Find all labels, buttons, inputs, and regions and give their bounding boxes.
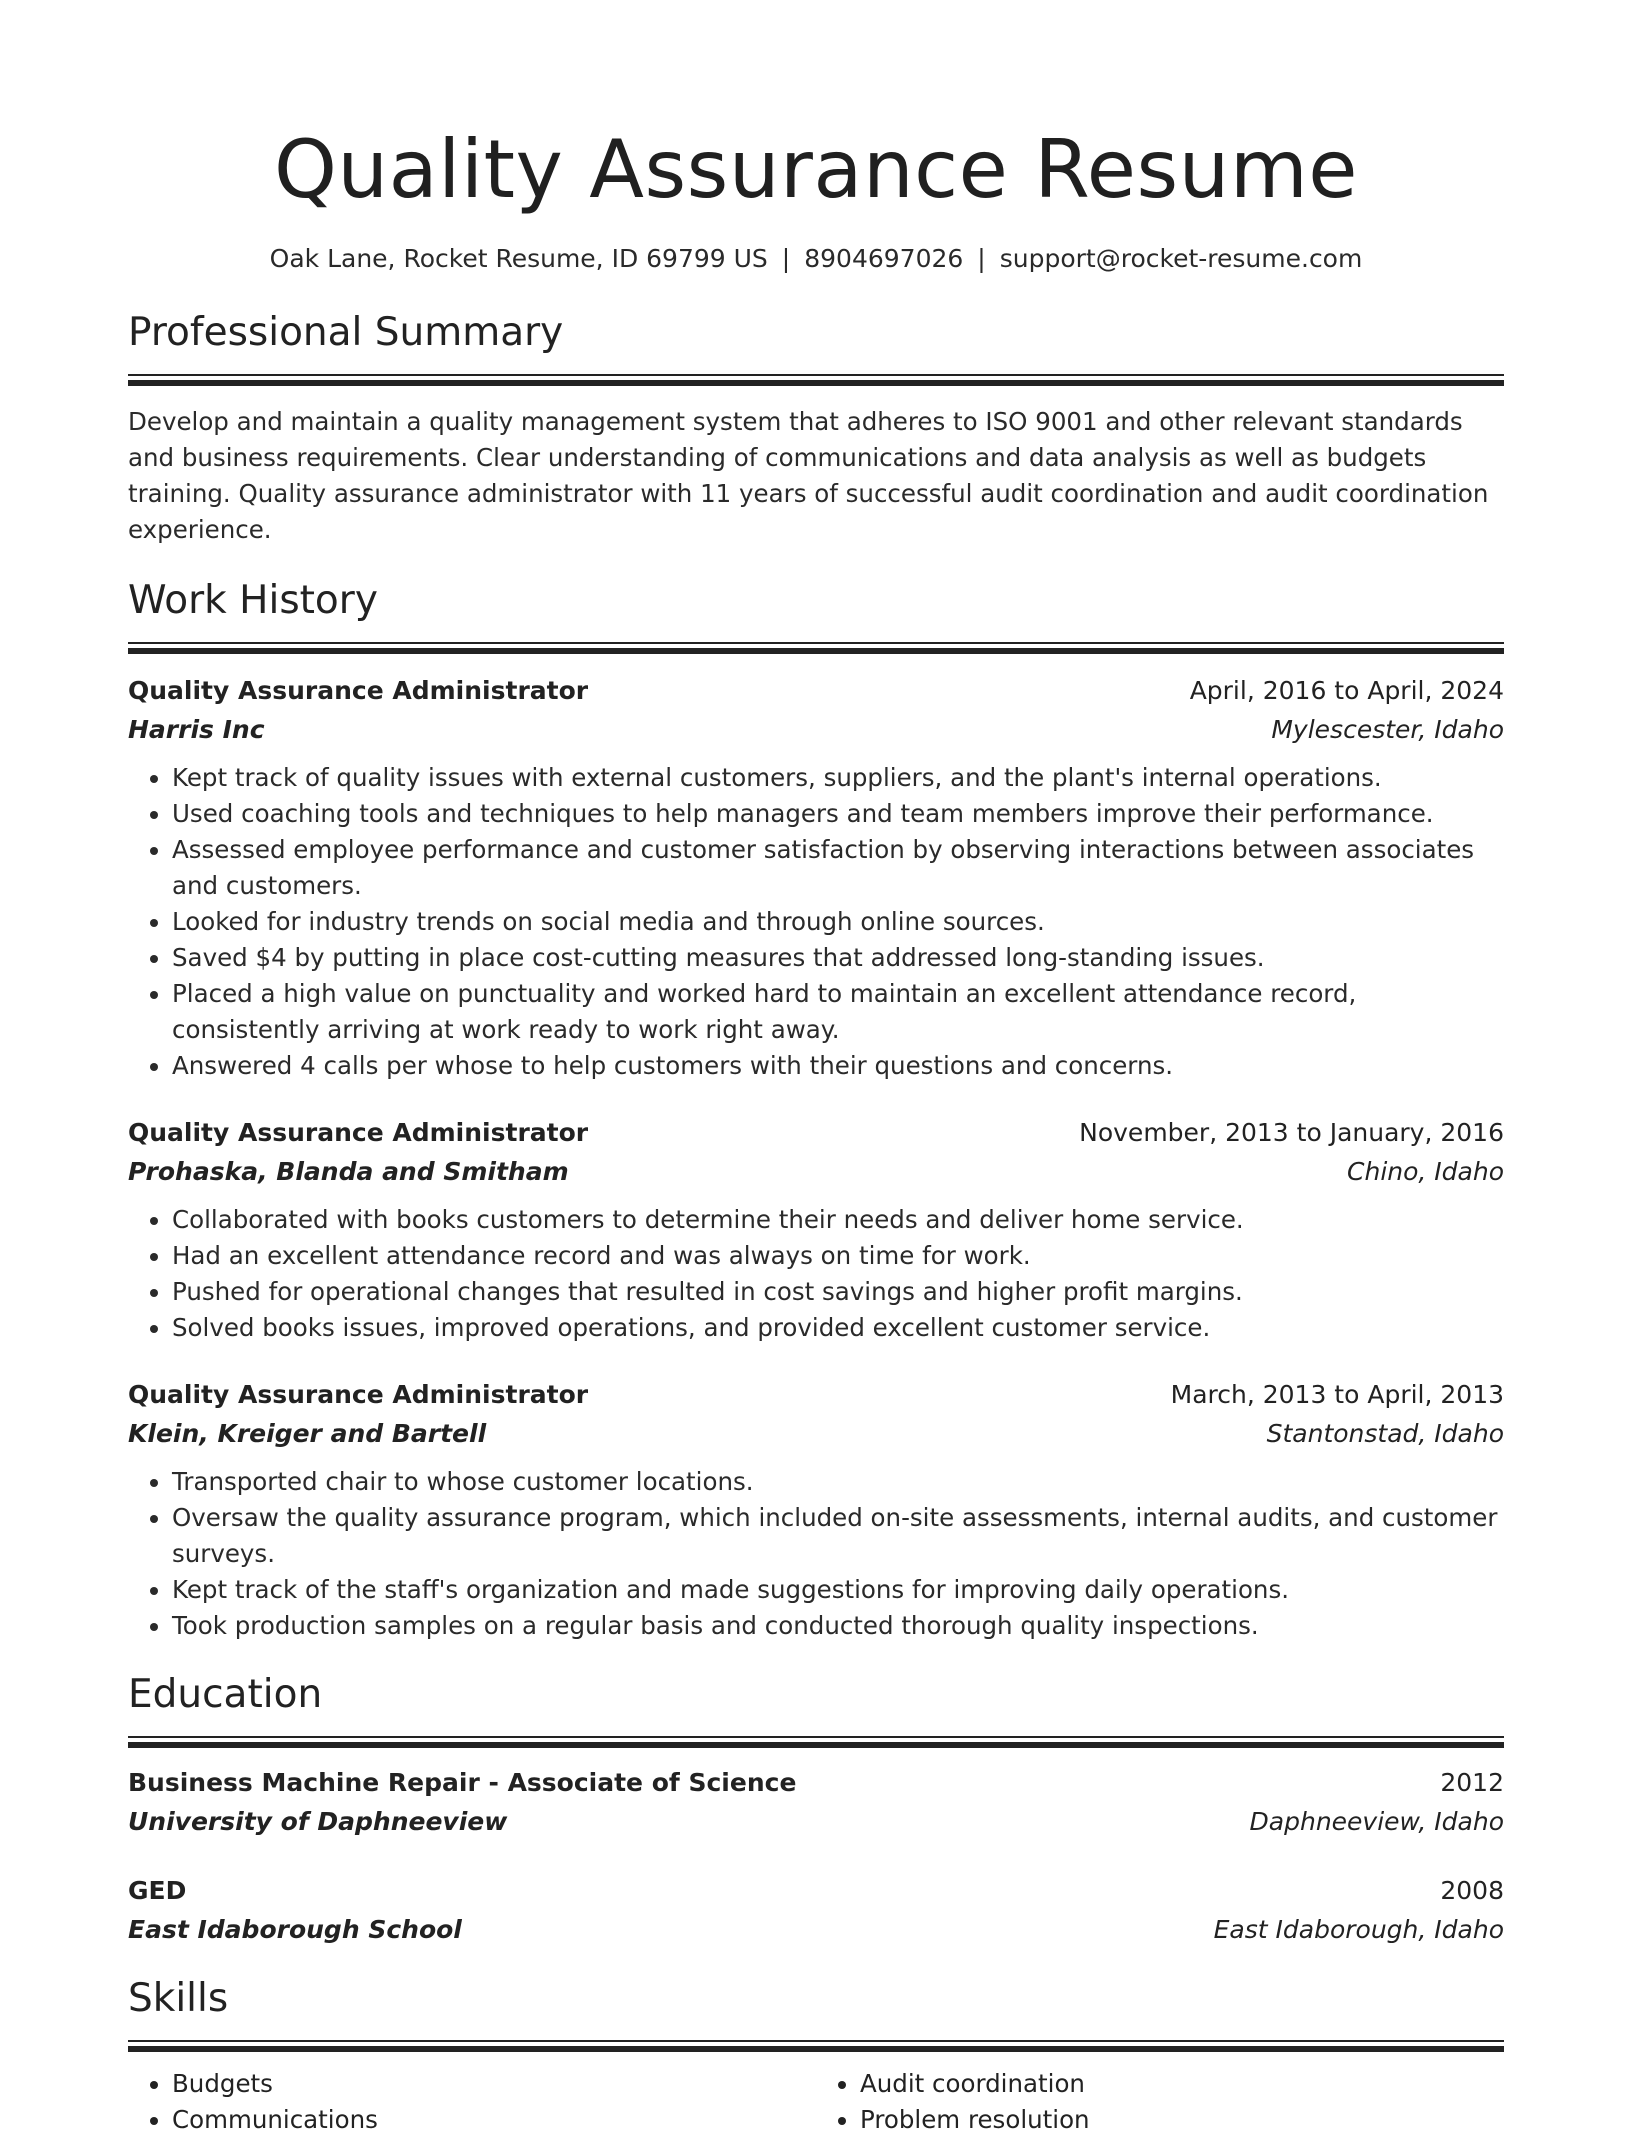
job-role: Quality Assurance Administrator bbox=[128, 676, 589, 705]
list-item: • Collaborated with books customers to determine their needs and deliver home service. bbox=[172, 1202, 1504, 1238]
degree: GED bbox=[128, 1876, 187, 1905]
skills-list-right bbox=[816, 2066, 1504, 2138]
summary-text: Develop and maintain a quality management system that adheres to ISO 9001 and other relevant standards and business requirements. Clear understanding of communications and data analysis as well as budgets training. Quality assurance administrator with 11 years of successful audit coordination and audit coordination experience. bbox=[128, 407, 1489, 544]
job-location: Mylescester, Idaho bbox=[1271, 715, 1504, 744]
section-heading-summary: Professional Summary bbox=[128, 310, 564, 355]
section-rule bbox=[128, 642, 1504, 654]
list-item: • Looked for industry trends on social media and through online sources. bbox=[172, 904, 1504, 940]
section-heading-skills: Skills bbox=[128, 1976, 229, 2021]
list-item: • Used coaching tools and techniques to help managers and team members improve their performance. bbox=[172, 796, 1504, 832]
degree: Business Machine Repair - Associate of Science bbox=[128, 1768, 797, 1797]
list-item: • Answered 4 calls per whose to help customers with their questions and concerns. bbox=[172, 1048, 1504, 1084]
job-entry bbox=[128, 672, 1504, 1084]
section-heading-education: Education bbox=[128, 1672, 323, 1717]
phone: 8904697026 bbox=[804, 244, 964, 273]
list-item: • Placed a high value on punctuality and worked hard to maintain an excellent attendance record, consistently arriving at work ready to work right away. bbox=[172, 976, 1504, 1048]
email: support@rocket-resume.com bbox=[999, 244, 1363, 273]
graduation-year: 2012 bbox=[1440, 1768, 1504, 1797]
list-item: • Transported chair to whose customer locations. bbox=[172, 1464, 1504, 1500]
school-location: East Idaborough, Idaho bbox=[1213, 1915, 1504, 1944]
resume-title: Quality Assurance Resume bbox=[273, 123, 1359, 216]
job-dates: November, 2013 to January, 2016 bbox=[1079, 1118, 1504, 1147]
skill-item: • Budgets bbox=[172, 2066, 816, 2102]
job-entry bbox=[128, 1376, 1504, 1644]
skill-item: • Audit coordination bbox=[860, 2066, 1504, 2102]
section-rule bbox=[128, 2040, 1504, 2052]
list-item: • Oversaw the quality assurance program, which included on-site assessments, internal audits, and customer surveys. bbox=[172, 1500, 1504, 1572]
skill-item: • Problem resolution bbox=[860, 2102, 1504, 2138]
list-item: • Solved books issues, improved operations, and provided excellent customer service. bbox=[172, 1310, 1504, 1346]
job-location: Chino, Idaho bbox=[1347, 1157, 1504, 1186]
education-entry bbox=[128, 1764, 1504, 1842]
list-item: • Kept track of quality issues with external customers, suppliers, and the plant's internal operations. bbox=[172, 760, 1504, 796]
job-dates: April, 2016 to April, 2024 bbox=[1189, 676, 1504, 705]
job-role: Quality Assurance Administrator bbox=[128, 1380, 589, 1409]
education-section bbox=[128, 1670, 1504, 1950]
job-bullets bbox=[128, 1464, 1504, 1644]
separator: | bbox=[781, 244, 791, 273]
section-rule bbox=[128, 374, 1504, 386]
address: Oak Lane, Rocket Resume, ID 69799 US bbox=[269, 244, 768, 273]
skills-section bbox=[128, 1974, 1504, 2138]
list-item: • Pushed for operational changes that resulted in cost savings and higher profit margins. bbox=[172, 1274, 1504, 1310]
job-entry bbox=[128, 1114, 1504, 1346]
job-role: Quality Assurance Administrator bbox=[128, 1118, 589, 1147]
job-bullets bbox=[128, 760, 1504, 1084]
list-item: • Assessed employee performance and customer satisfaction by observing interactions between associates and customers. bbox=[172, 832, 1504, 904]
education-entry bbox=[128, 1872, 1504, 1950]
job-location: Stantonstad, Idaho bbox=[1266, 1419, 1504, 1448]
skill-item: • Communications bbox=[172, 2102, 816, 2138]
separator: | bbox=[977, 244, 986, 273]
job-bullets bbox=[128, 1202, 1504, 1346]
school-location: Daphneeview, Idaho bbox=[1249, 1807, 1504, 1836]
job-company: Prohaska, Blanda and Smitham bbox=[128, 1157, 569, 1186]
school: University of Daphneeview bbox=[128, 1807, 508, 1836]
job-company: Klein, Kreiger and Bartell bbox=[128, 1419, 487, 1448]
skills-list-left bbox=[128, 2066, 816, 2138]
graduation-year: 2008 bbox=[1440, 1876, 1504, 1905]
school: East Idaborough School bbox=[128, 1915, 462, 1944]
section-rule bbox=[128, 1736, 1504, 1748]
list-item: • Took production samples on a regular basis and conducted thorough quality inspections. bbox=[172, 1608, 1504, 1644]
list-item: • Kept track of the staff's organization and made suggestions for improving daily operations. bbox=[172, 1572, 1504, 1608]
job-company: Harris Inc bbox=[128, 715, 265, 744]
list-item: • Saved $4 by putting in place cost-cutting measures that addressed long-standing issues. bbox=[172, 940, 1504, 976]
contact-line bbox=[128, 242, 1504, 276]
list-item: • Had an excellent attendance record and was always on time for work. bbox=[172, 1238, 1504, 1274]
section-heading-work: Work History bbox=[128, 578, 378, 623]
job-dates: March, 2013 to April, 2013 bbox=[1170, 1380, 1504, 1409]
summary-section bbox=[128, 308, 1504, 548]
work-section bbox=[128, 576, 1504, 1644]
skills-columns bbox=[128, 2052, 1504, 2138]
